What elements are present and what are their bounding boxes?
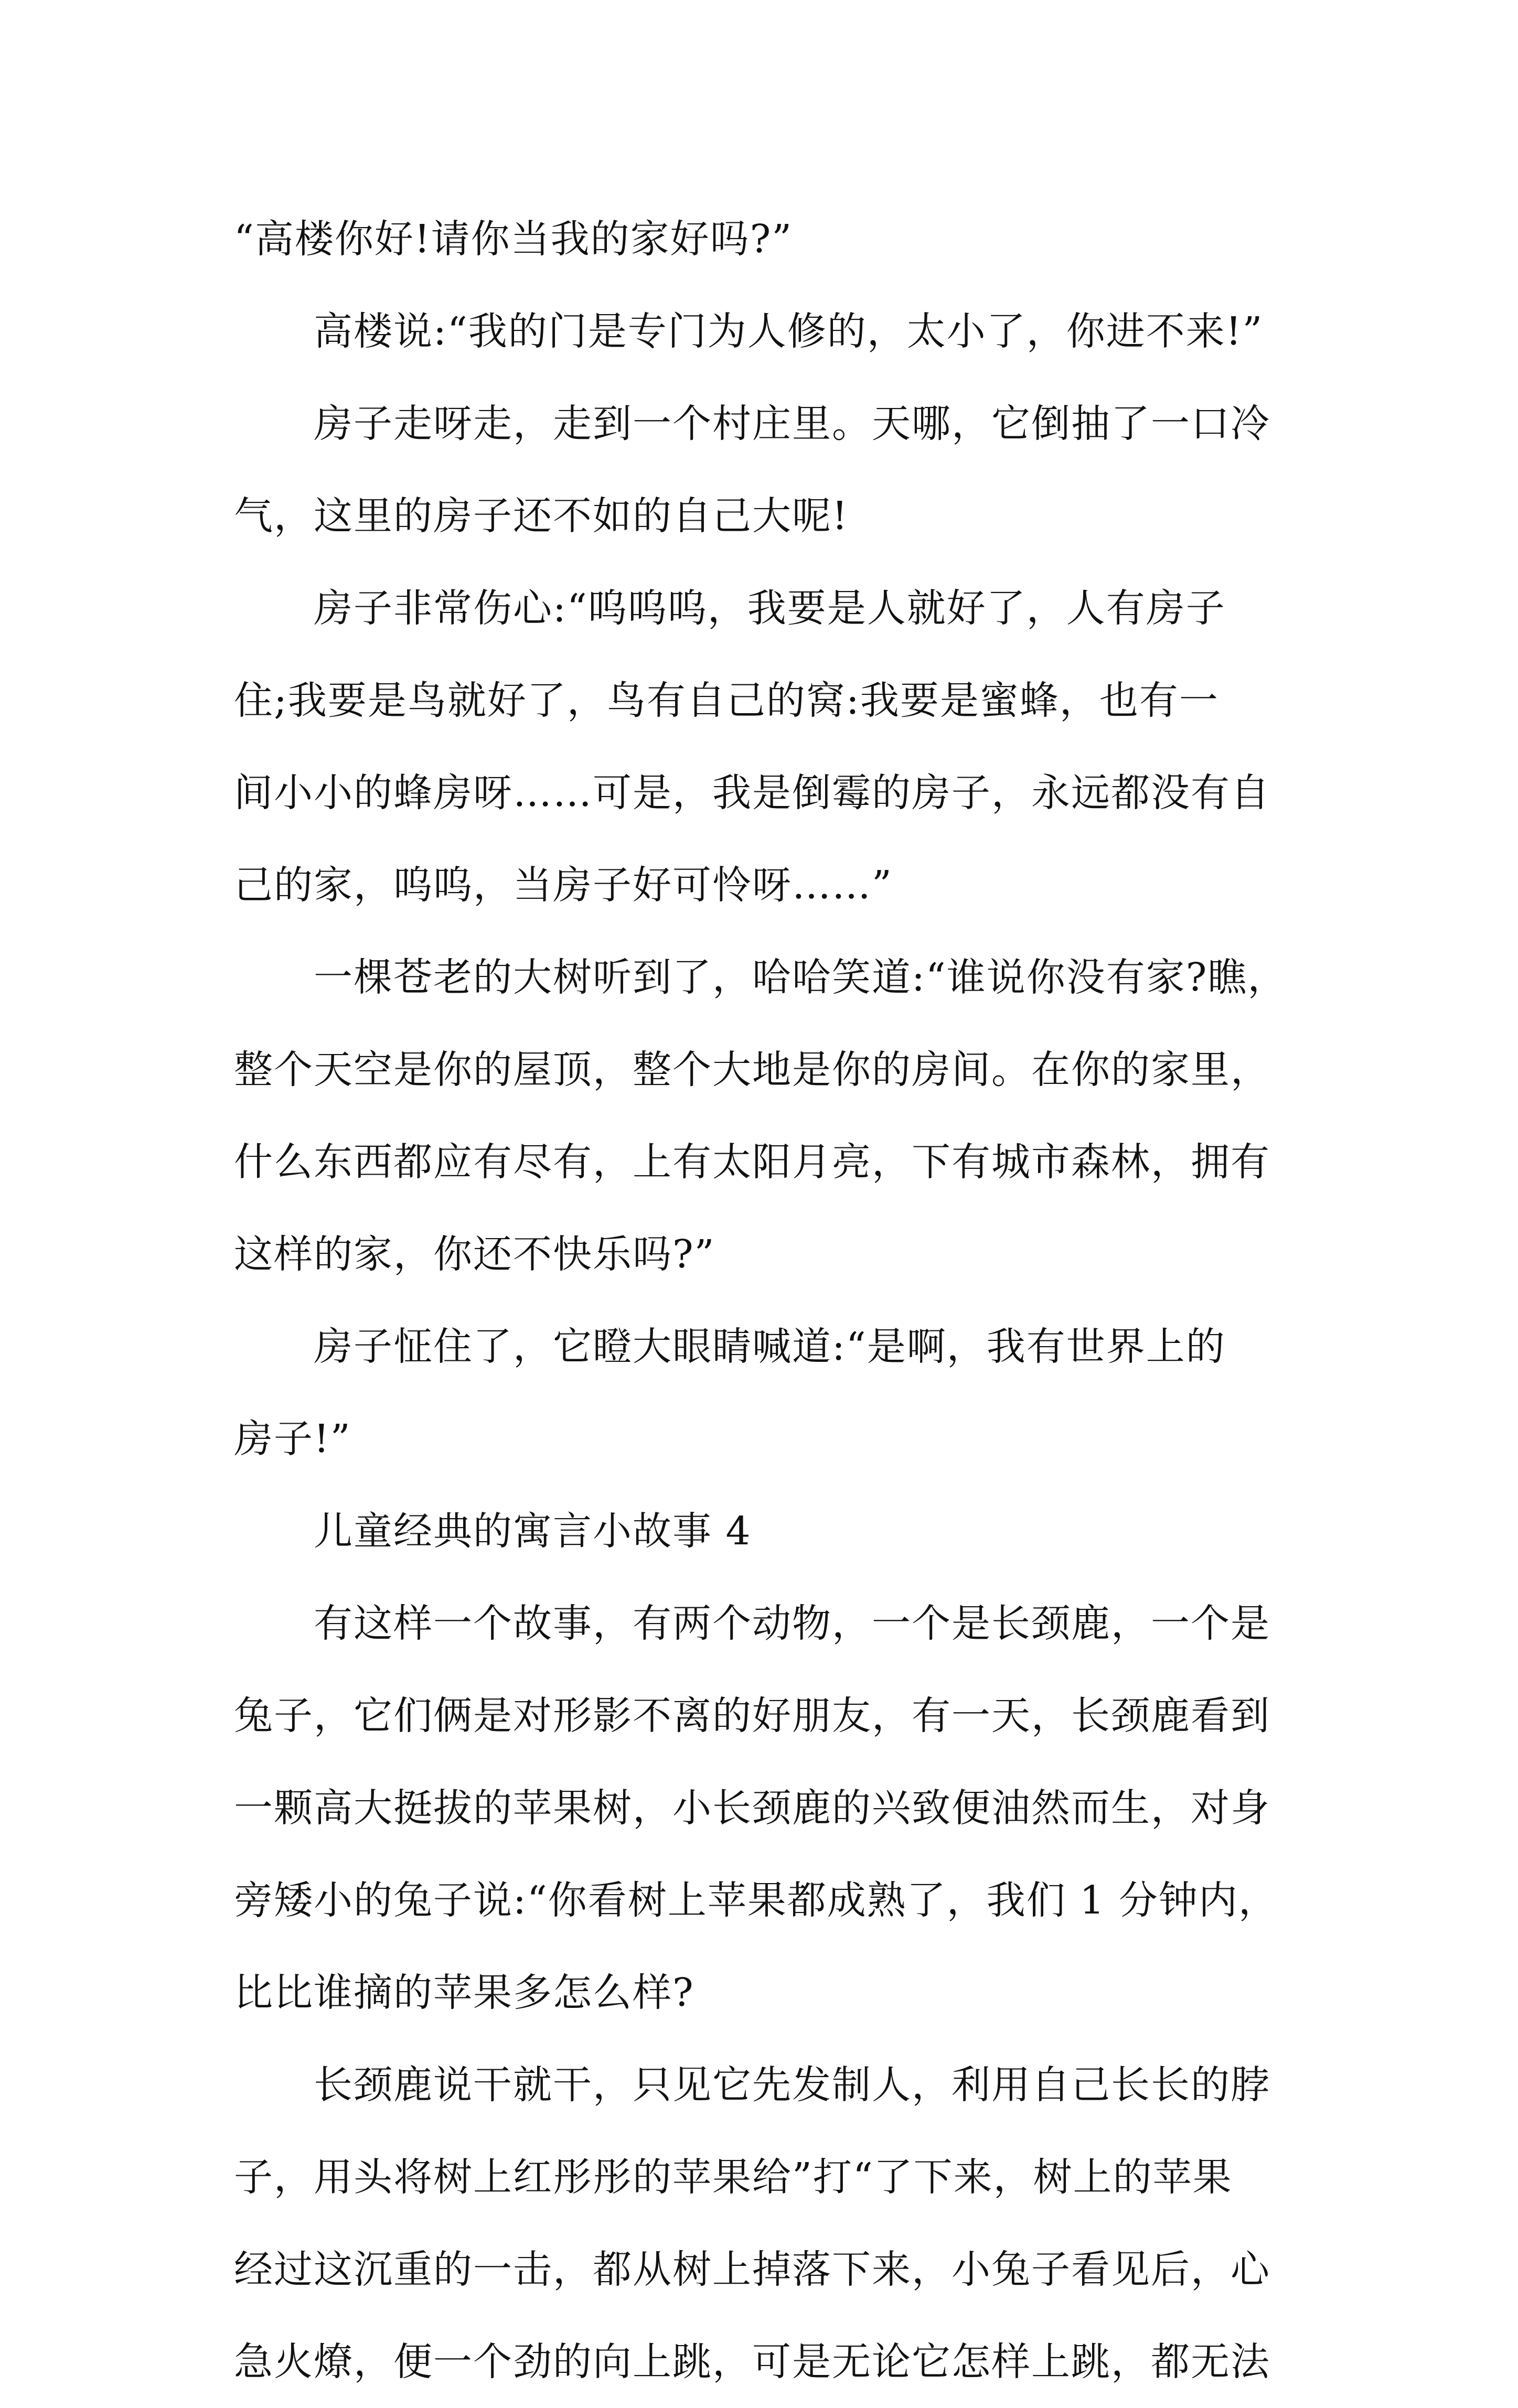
text-line: 己的家，呜呜，当房子好可怜呀……”	[234, 863, 893, 908]
text-line: 整个天空是你的屋顶，整个大地是你的房间。在你的家里，	[234, 1047, 1270, 1092]
text-line: 子，用头将树上红彤彤的苹果给”打“了下来，树上的苹果	[234, 2155, 1233, 2200]
text-line: 气，这里的房子还不如的自己大呢!	[234, 493, 849, 539]
text-line: 住;我要是鸟就好了，鸟有自己的窝:我要是蜜蜂，也有一	[234, 678, 1219, 723]
text-line: 急火燎，便一个劲的向上跳，可是无论它怎样上跳，都无法	[234, 2339, 1270, 2384]
document-body	[234, 193, 1309, 2408]
text-line: 房子怔住了，它瞪大眼睛喊道:“是啊，我有世界上的	[314, 1324, 1226, 1369]
text-line: 兔子，它们俩是对形影不离的好朋友，有一天，长颈鹿看到	[234, 1693, 1270, 1738]
text-line: 比比谁摘的苹果多怎么样?	[234, 1970, 694, 2015]
section-heading: 儿童经典的寓言小故事 4	[314, 1509, 752, 1554]
text-line: 经过这沉重的一击，都从树上掉落下来，小兔子看见后，心	[234, 2247, 1270, 2292]
text-line: 间小小的蜂房呀……可是，我是倒霉的房子，永远都没有自	[234, 770, 1270, 815]
text-line: 一棵苍老的大树听到了，哈哈笑道:“谁说你没有家?瞧，	[314, 955, 1288, 1000]
text-line: 这样的家，你还不快乐吗?”	[234, 1232, 715, 1277]
text-line: “高楼你好!请你当我的家好吗?”	[234, 217, 793, 262]
text-line: 房子非常伤心:“呜呜呜，我要是人就好了，人有房子	[314, 586, 1226, 631]
text-line: 旁矮小的兔子说:“你看树上苹果都成熟了，我们 1 分钟内，	[234, 1878, 1278, 1923]
text-line: 房子走呀走，走到一个村庄里。天哪，它倒抽了一口冷	[314, 401, 1270, 446]
text-line: 什么东西都应有尽有，上有太阳月亮，下有城市森林，拥有	[234, 1140, 1270, 1185]
text-line: 一颗高大挺拔的苹果树，小长颈鹿的兴致便油然而生，对身	[234, 1786, 1270, 1831]
text-line: 房子!”	[234, 1416, 351, 1461]
text-line: 有这样一个故事，有两个动物，一个是长颈鹿，一个是	[314, 1601, 1270, 1646]
text-line: 高楼说:“我的门是专门为人修的，太小了，你进不来!”	[314, 309, 1264, 354]
text-line: 长颈鹿说干就干，只见它先发制人，利用自己长长的脖	[314, 2062, 1270, 2108]
